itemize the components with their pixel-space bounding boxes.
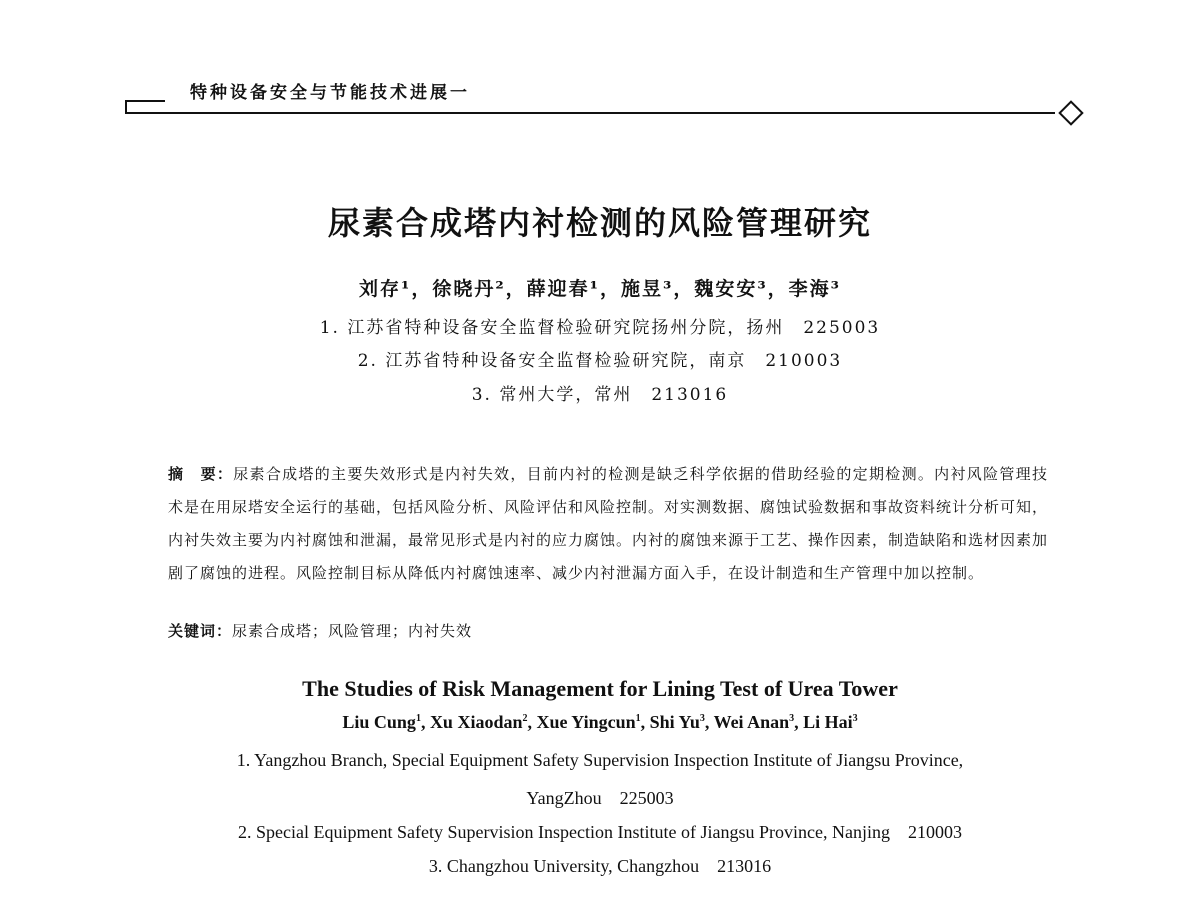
abstract <box>168 458 1048 590</box>
author-en-sup: 3 <box>699 713 705 724</box>
abstract-label: 摘 要： <box>168 465 234 483</box>
author-en-sup: 2 <box>522 713 528 724</box>
author-en-name: Xu Xiaodan <box>429 712 523 732</box>
author-en-name: Xue Yingcun <box>536 712 636 732</box>
affiliation-cn-1: 1. 江苏省特种设备安全监督检验研究院扬州分院，扬州 225003 <box>319 318 881 338</box>
affiliation-cn-2: 2. 江苏省特种设备安全监督检验研究院，南京 210003 <box>357 351 843 371</box>
author-en-name: Li Hai <box>803 712 853 732</box>
author-en-sup: 1 <box>415 713 421 724</box>
affiliation-en-1: 1. Yangzhou Branch, Special Equipment Safety Supervision Inspection Institute of Jiangsu Province, <box>236 750 964 770</box>
author-en-name: Wei Anan <box>713 712 790 732</box>
affiliation-en-1-continued: YangZhou 225003 <box>526 788 674 808</box>
header-rule <box>125 112 1055 114</box>
author-en-sup: 3 <box>852 713 858 724</box>
author-en-sup: 3 <box>789 713 795 724</box>
keywords <box>168 620 1048 641</box>
authors-cn: 刘存¹，徐晓丹²，薛迎春¹，施昱³，魏安安³，李海³ <box>359 278 841 300</box>
paper-title-en: The Studies of Risk Management for Lining Test of Urea Tower <box>302 676 898 701</box>
header-rule-top <box>125 100 165 102</box>
affiliation-en-3: 3. Changzhou University, Changzhou 213016 <box>428 856 772 876</box>
author-en-sup: 1 <box>635 713 641 724</box>
paper-title-cn: 尿素合成塔内衬检测的风险管理研究 <box>327 204 872 242</box>
keywords-label: 关键词： <box>168 622 233 640</box>
author-en-name: Shi Yu <box>649 712 700 732</box>
authors-en: Liu Cung$^1$, Xu Xiaodan$^2$, Xue Yingcun$^1$, Shi Yu$^3$, Wei Anan$^3$, Li Hai$^3$ <box>342 712 858 732</box>
diamond-icon <box>1058 100 1083 125</box>
abstract-text: 尿素合成塔的主要失效形式是内衬失效，目前内衬的检测是缺乏科学依据的借助经验的定期检测。内衬风险管理技术是在用尿塔安全运行的基础，包括风险分析、风险评估和风险控制。对实测数据、腐蚀试验数据和事故资料统计分析可知，内衬失效主要为内衬腐蚀和泄漏，最常见形式是内衬的应力腐蚀。内衬的腐蚀来源于工艺、操作因素，制造缺陷和选材因素加剧了腐蚀的进程。风险控制目标从降低内衬腐蚀速率、减少内衬泄漏方面入手，在设计制造和生产管理中加以控制。 <box>168 465 1049 582</box>
keywords-text: 尿素合成塔；风险管理；内衬失效 <box>232 622 473 640</box>
affiliation-cn-3: 3. 常州大学，常州 213016 <box>471 385 729 405</box>
affiliation-en-2: 2. Special Equipment Safety Supervision Inspection Institute of Jiangsu Province, Nanjing 210003 <box>238 822 962 842</box>
running-title: 特种设备安全与节能技术进展一 <box>190 83 470 103</box>
author-en-name: Liu Cung <box>342 712 416 732</box>
